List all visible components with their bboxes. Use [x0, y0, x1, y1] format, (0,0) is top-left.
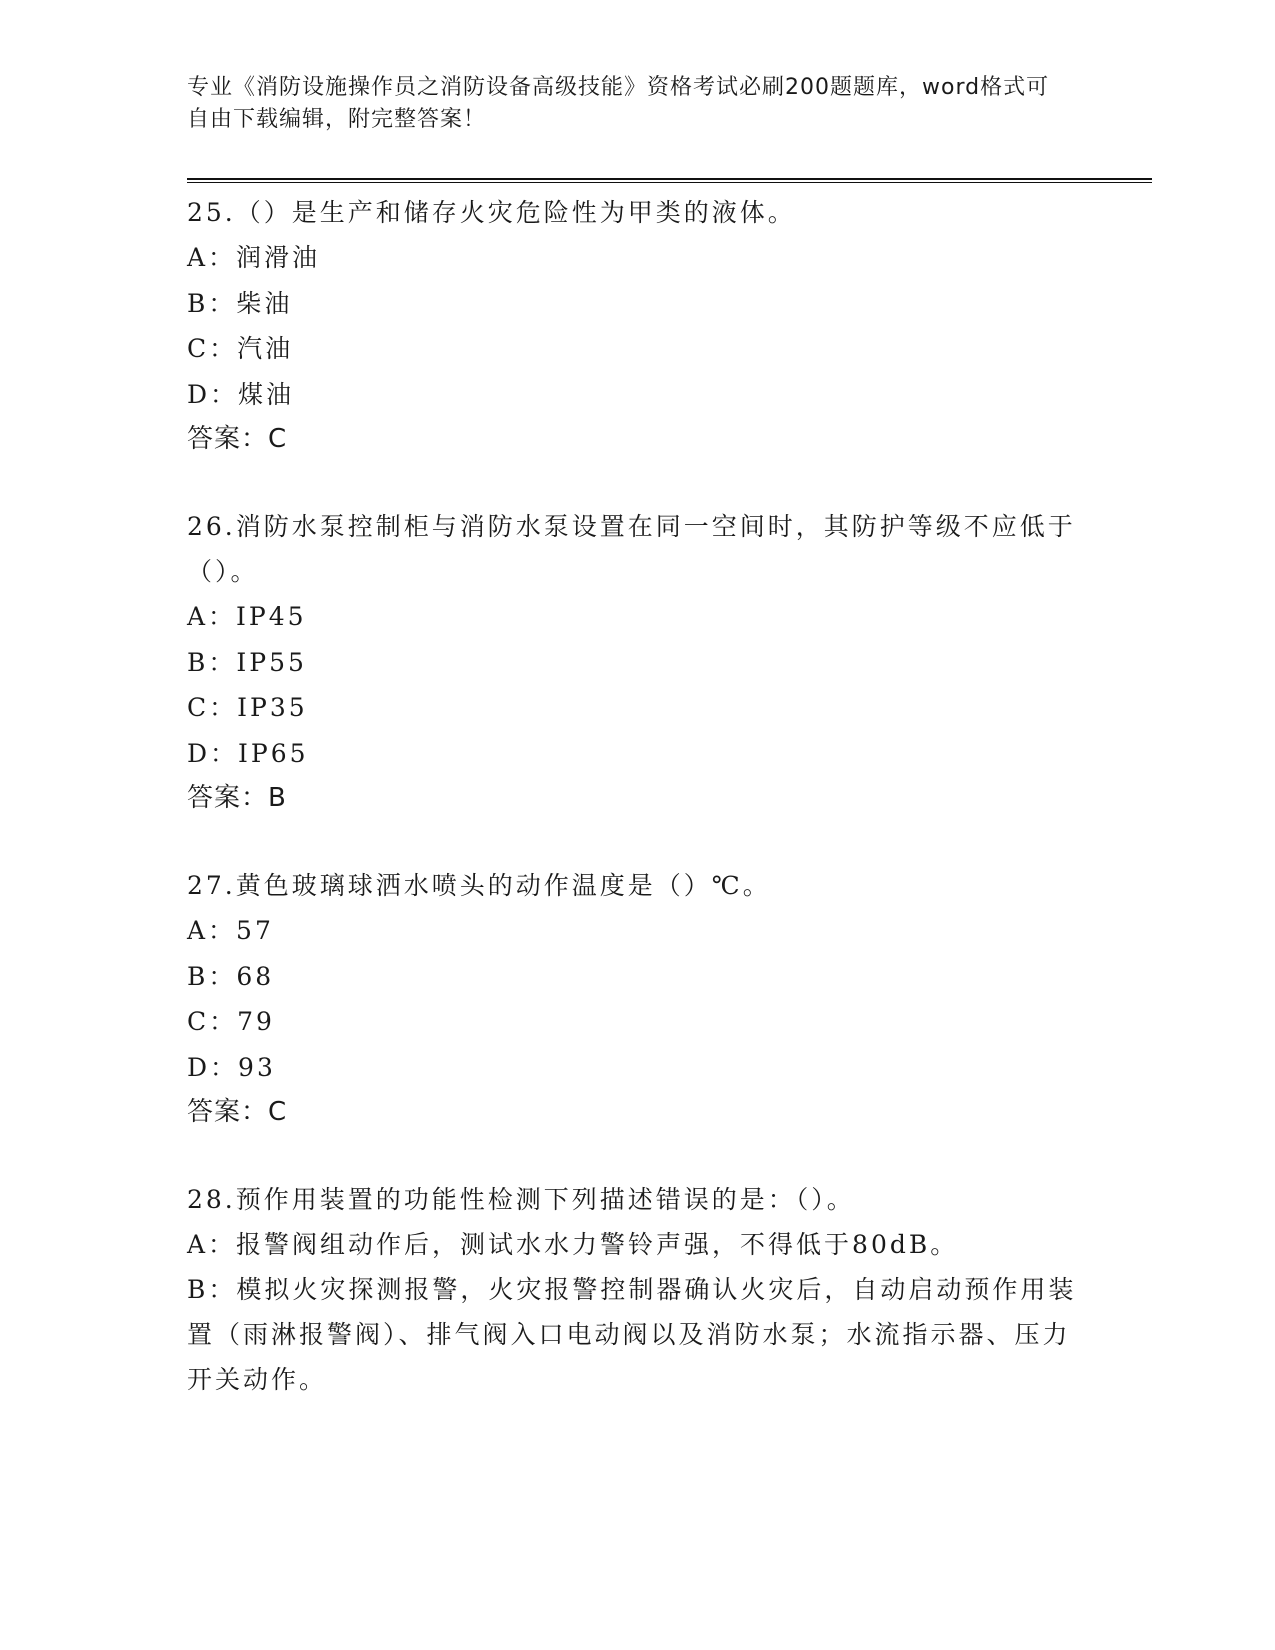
question-25: [187, 190, 1087, 462]
header-divider: [187, 178, 1152, 183]
question-28: [187, 1177, 1087, 1402]
document-header: 专业《消防设施操作员之消防设备高级技能》资格考试必刷200题题库，word格式可自由下载编辑，附完整答案！: [187, 75, 1050, 132]
option-a: A：IP45: [187, 602, 307, 631]
question-26: [187, 504, 1087, 821]
question-list: [187, 190, 1087, 1444]
option-c: C：79: [187, 1007, 275, 1036]
question-27: [187, 863, 1087, 1135]
option-a: A：57: [187, 916, 274, 945]
question-stem: 28.预作用装置的功能性检测下列描述错误的是：（）。: [187, 1185, 855, 1214]
answer-line: 答案：C: [187, 1097, 288, 1127]
option-d: D：93: [187, 1052, 276, 1082]
option-d: D：IP65: [187, 738, 309, 768]
question-stem: 26.消防水泵控制柜与消防水泵设置在同一空间时，其防护等级不应低于（）。: [187, 512, 1076, 586]
option-c: C：汽油: [187, 334, 294, 363]
option-b: B：68: [187, 961, 275, 991]
option-b: B：IP55: [187, 647, 307, 677]
question-stem: 27.黄色玻璃球洒水喷头的动作温度是（）℃。: [187, 871, 771, 900]
option-c: C：IP35: [187, 693, 308, 722]
option-a: A：润滑油: [187, 243, 321, 272]
answer-line: 答案：B: [187, 783, 287, 813]
answer-line: 答案：C: [187, 424, 288, 454]
option-d: D：煤油: [187, 379, 295, 409]
option-b: B：模拟火灾探测报警，火灾报警控制器确认火灾后，自动启动预作用装置（雨淋报警阀）、排气阀入口电动阀以及消防水泵；水流指示器、压力开关动作。: [187, 1275, 1077, 1394]
option-b: B：柴油: [187, 288, 293, 318]
question-stem: 25.（）是生产和储存火灾危险性为甲类的液体。: [187, 198, 796, 227]
option-a: A：报警阀组动作后，测试水水力警铃声强，不得低于80dB。: [187, 1230, 959, 1259]
